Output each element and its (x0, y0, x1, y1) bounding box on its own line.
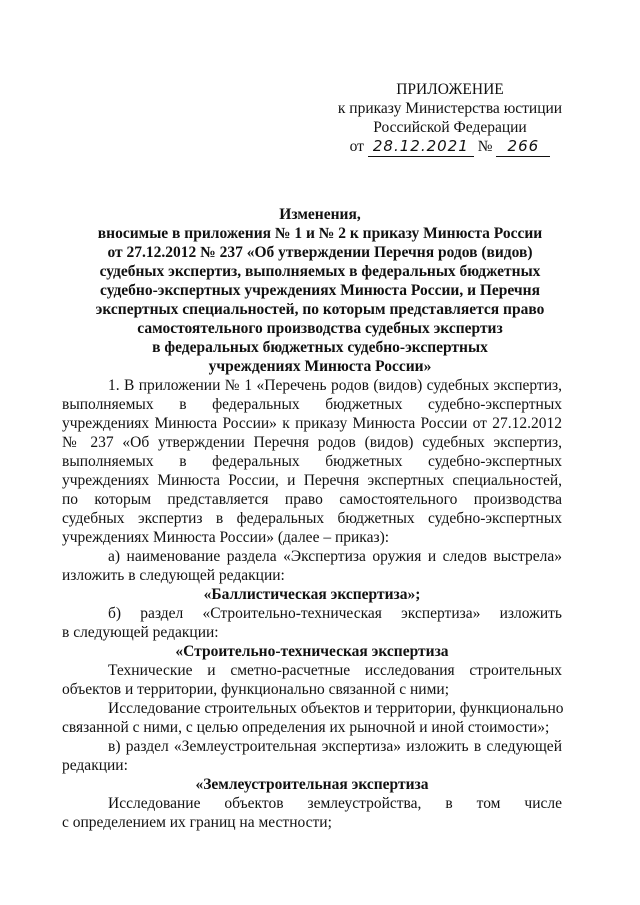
appendix-header (300, 80, 600, 157)
text-line: редакции: (62, 757, 128, 774)
title-line: учреждениях Минюста России» (208, 358, 432, 375)
text-line: 1. В приложении № 1 «Перечень родов (видов) судебных экспертиз, (108, 377, 562, 394)
appendix-line-1: к приказу Министерства юстиции (337, 100, 563, 117)
document-body (62, 376, 562, 832)
text-line: объектов и территории, функционально связанной с ними; (62, 681, 450, 698)
construction-paragraph-1 (62, 661, 562, 699)
text-line: учреждениях Минюста России, и Перечня экспертных специальностей, (62, 472, 562, 489)
title-line: судебно-экспертных учреждениях Минюста России, и Перечня (100, 282, 540, 299)
text-line: учреждениях Минюста России» к приказу Минюста России от 27.12.2012 (62, 415, 562, 432)
appendix-date-number-line (300, 137, 600, 157)
title-line: вносимые в приложения № 1 и № 2 к приказу Минюста России (97, 225, 543, 242)
text-line: изложить в следующей редакции: (62, 567, 285, 584)
title-line: судебных экспертиз, выполняемых в федеральных бюджетных (99, 263, 541, 280)
item-a (62, 547, 562, 585)
appendix-line-2: Российской Федерации (373, 119, 527, 136)
item-v (62, 737, 562, 775)
heading-land: «Землеустроительная экспертиза (195, 776, 429, 793)
title-line: Изменения, (279, 206, 361, 223)
appendix-title: ПРИЛОЖЕНИЕ (396, 81, 504, 98)
title-line: самостоятельного производства судебных экспертиз (137, 320, 503, 337)
text-line: выполняемых в федеральных бюджетных судебно-экспертных (62, 453, 562, 470)
from-label: от (349, 138, 364, 155)
text-line: Технические и сметно-расчетные исследования строительных (108, 662, 562, 679)
text-line: по которым представляется право самостоятельного производства (62, 491, 562, 508)
title-line: экспертных специальностей, по которым представляется право (95, 301, 545, 318)
heading-ballistic: «Баллистическая экспертиза»; (203, 586, 421, 603)
text-line: с определением их границ на местности; (62, 814, 332, 831)
text-line: а) наименование раздела «Экспертиза оружия и следов выстрела» (108, 548, 562, 565)
text-line: связанной с ними, с целью определения их рыночной и иной стоимости»; (62, 719, 550, 736)
text-line: Исследование строительных объектов и территории, функционально (108, 700, 564, 717)
text-line: в) раздел «Землеустроительная экспертиза» изложить в следующей (108, 738, 562, 755)
text-line: № 237 «Об утверждении Перечня родов (видов) судебных экспертиз, (62, 434, 562, 451)
handwritten-date: 28.12.2021 (368, 137, 474, 157)
text-line: судебных экспертиз в федеральных бюджетных судебно-экспертных (62, 510, 562, 527)
heading-construction: «Строительно-техническая экспертиза (175, 643, 449, 660)
text-line: б) раздел «Строительно-техническая экспертиза» изложить (108, 605, 562, 622)
construction-paragraph-2 (62, 699, 562, 737)
item-b (62, 604, 562, 642)
number-label: № (477, 138, 493, 155)
title-line: от 27.12.2012 № 237 «Об утверждении Перечня родов (видов) (107, 244, 533, 261)
handwritten-number: 266 (496, 137, 550, 157)
text-line: выполняемых в федеральных бюджетных судебно-экспертных (62, 396, 562, 413)
text-line: Исследование объектов землеустройства, в том числе (108, 795, 562, 812)
paragraph-1 (62, 376, 562, 547)
title-line: в федеральных бюджетных судебно-экспертных (152, 339, 488, 356)
text-line: в следующей редакции: (62, 624, 219, 641)
land-paragraph-1 (62, 794, 562, 832)
text-line: учреждениях Минюста России» (далее – приказ): (62, 529, 390, 546)
document-title (60, 205, 580, 376)
